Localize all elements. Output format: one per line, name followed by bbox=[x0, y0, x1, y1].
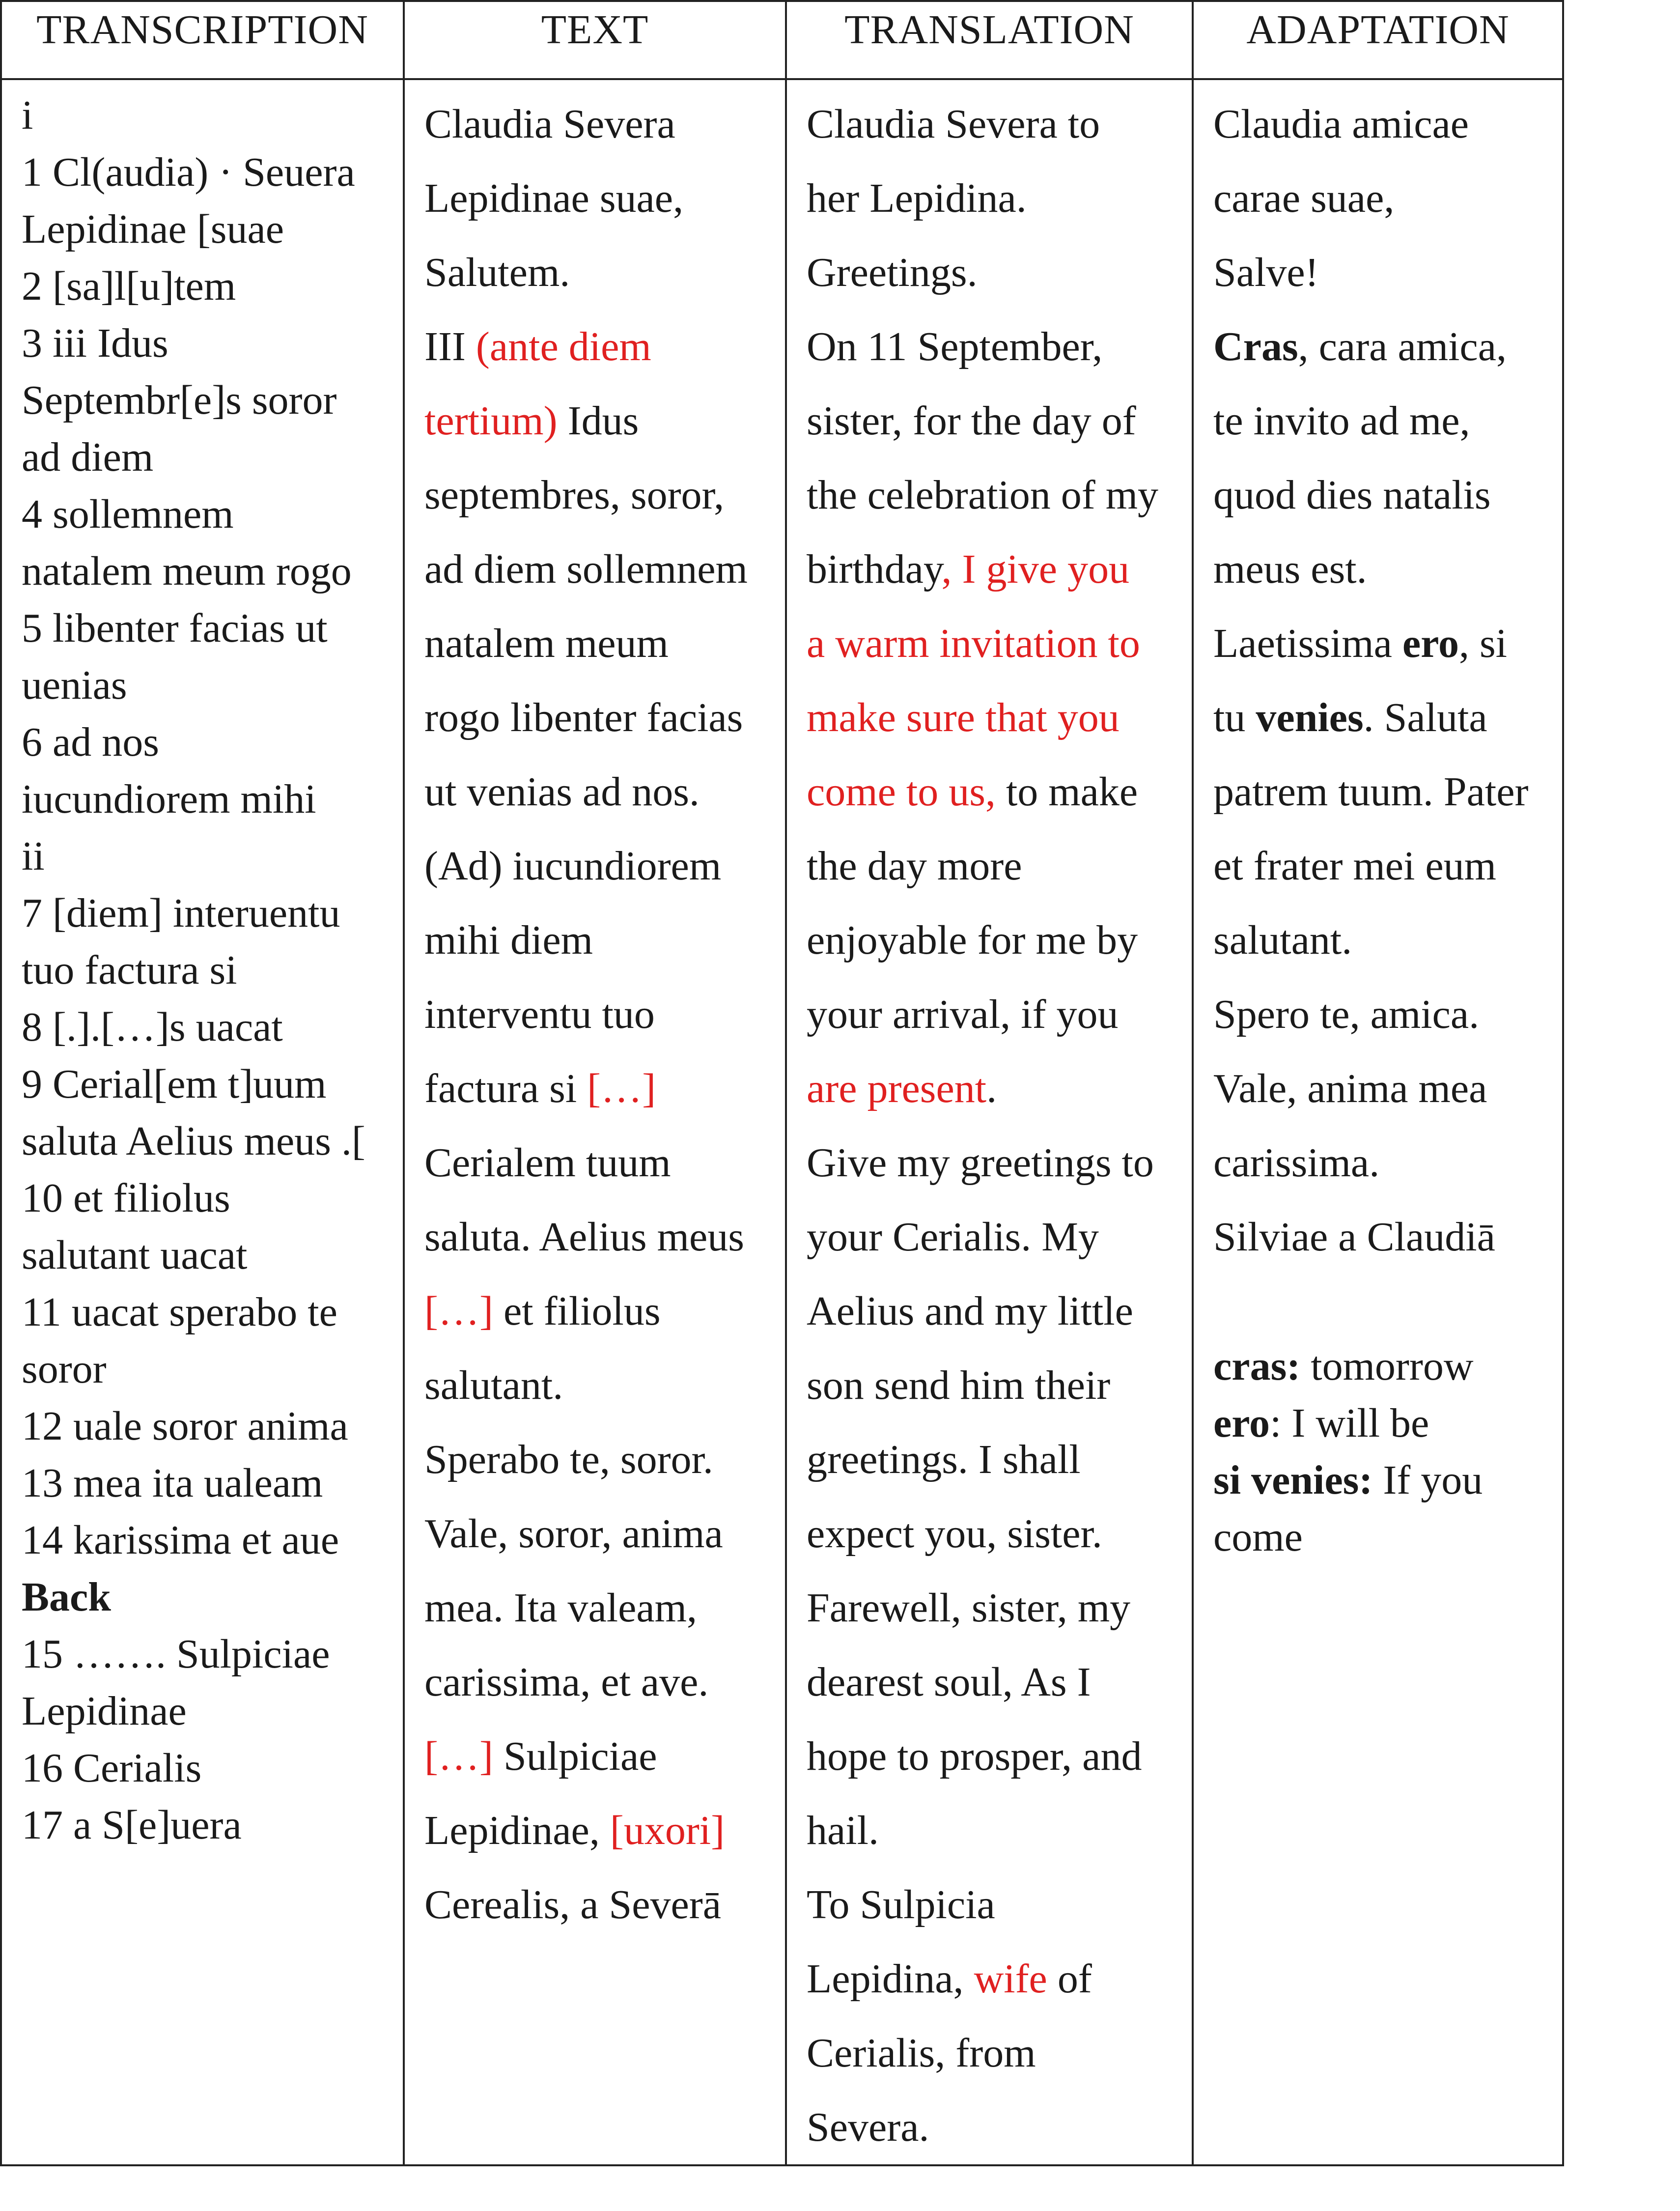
glossary-line bbox=[1213, 1452, 1552, 1509]
translation-segment: son send him their bbox=[807, 1362, 1111, 1408]
text-segment: carissima, et ave. bbox=[424, 1659, 709, 1705]
glossary-segment: cras: bbox=[1213, 1343, 1301, 1389]
adaptation-segment: carae suae, bbox=[1213, 175, 1395, 221]
translation-segment: Farewell, sister, my bbox=[807, 1585, 1131, 1631]
translation-segment: your arrival, if you bbox=[807, 992, 1119, 1037]
adaptation-segment: quod dies natalis bbox=[1213, 472, 1491, 518]
transcription-segment: 15 ……. Sulpiciae bbox=[22, 1631, 330, 1677]
translation-segment: To Sulpicia bbox=[807, 1882, 995, 1928]
text-segment: Lepidinae suae, bbox=[424, 175, 684, 221]
translation-segment: , I give you bbox=[941, 546, 1130, 592]
transcription-segment: salutant uacat bbox=[22, 1232, 248, 1278]
text-segment: III bbox=[424, 324, 476, 369]
transcription-segment: Lepidinae [suae bbox=[22, 206, 284, 252]
transcription-segment: Back bbox=[22, 1574, 112, 1620]
translation-segment: On 11 September, bbox=[807, 324, 1103, 369]
transcription-line bbox=[22, 771, 393, 828]
adaptation-segment: tu bbox=[1213, 695, 1256, 740]
adaptation-segment: salutant. bbox=[1213, 917, 1352, 963]
glossary-segment: If you bbox=[1372, 1457, 1483, 1503]
translation-line bbox=[807, 1645, 1182, 1719]
text-segment: ad diem sollemnem bbox=[424, 546, 748, 592]
translation-segment: Lepidina, bbox=[807, 1956, 974, 2002]
glossary-segment: : I will be bbox=[1270, 1400, 1429, 1446]
transcription-line bbox=[22, 144, 393, 201]
translation-line bbox=[807, 1793, 1182, 1868]
text-segment: Salutem. bbox=[424, 250, 570, 295]
text-line bbox=[424, 1422, 775, 1497]
transcription-line bbox=[22, 1512, 393, 1569]
translation-line bbox=[807, 903, 1182, 977]
adaptation-line bbox=[1213, 1051, 1552, 1126]
transcription-segment: ii bbox=[22, 833, 45, 879]
text-segment: Idus bbox=[557, 398, 639, 444]
text-segment: tertium) bbox=[424, 398, 558, 444]
text-segment: […] bbox=[424, 1288, 493, 1334]
transcription-segment: 6 ad nos bbox=[22, 719, 159, 765]
adaptation-line bbox=[1213, 755, 1552, 829]
translation-line bbox=[807, 829, 1182, 903]
text-segment: Vale, soror, anima bbox=[424, 1511, 723, 1557]
translation-line bbox=[807, 384, 1182, 458]
transcription-line bbox=[22, 429, 393, 486]
glossary-line bbox=[1213, 1338, 1552, 1395]
transcription-segment: 11 uacat sperabo te bbox=[22, 1289, 337, 1335]
glossary-segment: si venies: bbox=[1213, 1457, 1373, 1503]
text-line bbox=[424, 1051, 775, 1126]
text-line bbox=[424, 1645, 775, 1719]
translation-line bbox=[807, 1126, 1182, 1200]
translation-segment: Claudia Severa to bbox=[807, 101, 1100, 147]
adaptation-line bbox=[1213, 458, 1552, 532]
adaptation-line bbox=[1213, 161, 1552, 235]
transcription-segment: uenias bbox=[22, 662, 127, 708]
translation-segment: expect you, sister. bbox=[807, 1511, 1102, 1557]
transcription-line bbox=[22, 600, 393, 657]
transcription-segment: natalem meum rogo bbox=[22, 548, 352, 594]
translation-segment: . bbox=[986, 1066, 997, 1111]
text-segment: (ante diem bbox=[476, 324, 651, 369]
translation-segment: of bbox=[1047, 1956, 1092, 2002]
transcription-line bbox=[22, 1683, 393, 1740]
translation-line bbox=[807, 977, 1182, 1051]
adaptation-line bbox=[1213, 532, 1552, 606]
text-line bbox=[424, 458, 775, 532]
text-line bbox=[424, 903, 775, 977]
text-segment: salutant. bbox=[424, 1362, 563, 1408]
text-segment: ut venias ad nos. bbox=[424, 769, 700, 815]
transcription-segment: 3 iii Idus bbox=[22, 320, 168, 366]
text-line bbox=[424, 1719, 775, 1793]
translation-segment: a warm invitation to bbox=[807, 621, 1140, 666]
translation-line bbox=[807, 1868, 1182, 1942]
transcription-segment: 1 Cl(audia) · Seuera bbox=[22, 149, 355, 195]
glossary-segment: tomorrow bbox=[1300, 1343, 1474, 1389]
translation-segment: her Lepidina. bbox=[807, 175, 1027, 221]
translation-line bbox=[807, 1348, 1182, 1422]
adaptation-line bbox=[1213, 680, 1552, 755]
adaptation-segment: carissima. bbox=[1213, 1140, 1380, 1186]
transcription-segment: 4 sollemnem bbox=[22, 491, 234, 537]
transcription-line bbox=[22, 1797, 393, 1854]
transcription-line bbox=[22, 657, 393, 714]
transcription-segment: 16 Cerialis bbox=[22, 1745, 202, 1791]
transcription-line bbox=[22, 1113, 393, 1170]
adaptation-segment: ero bbox=[1402, 621, 1459, 666]
transcription-line bbox=[22, 543, 393, 600]
translation-line bbox=[807, 1422, 1182, 1497]
translation-line bbox=[807, 532, 1182, 606]
translation-segment: wife bbox=[974, 1956, 1047, 2002]
text-segment: mea. Ita valeam, bbox=[424, 1585, 698, 1631]
transcription-segment: Septembr[e]s soror bbox=[22, 377, 337, 423]
text-segment: […] bbox=[587, 1066, 656, 1111]
translation-line bbox=[807, 1497, 1182, 1571]
glossary-line bbox=[1213, 1395, 1552, 1452]
header-text: TEXT bbox=[404, 1, 786, 79]
header-adaptation: ADAPTATION bbox=[1193, 1, 1563, 79]
text-line bbox=[424, 235, 775, 310]
glossary-segment: ero bbox=[1213, 1400, 1270, 1446]
adaptation-segment: , si bbox=[1458, 621, 1507, 666]
translation-line bbox=[807, 458, 1182, 532]
adaptation-line bbox=[1213, 1126, 1552, 1200]
translation-segment: to make bbox=[995, 769, 1138, 815]
transcription-segment: 17 a S[e]uera bbox=[22, 1802, 242, 1848]
transcription-line bbox=[22, 942, 393, 999]
transcription-segment: 5 libenter facias ut bbox=[22, 605, 328, 651]
text-line bbox=[424, 87, 775, 161]
transcription-segment: 9 Cerial[em t]uum bbox=[22, 1061, 327, 1107]
header-translation: TRANSLATION bbox=[786, 1, 1193, 79]
transcription-line bbox=[22, 1626, 393, 1683]
text-line bbox=[424, 1868, 775, 1942]
text-segment: (Ad) iucundiorem bbox=[424, 843, 722, 889]
text-segment: Claudia Severa bbox=[424, 101, 675, 147]
translation-segment: come to us, bbox=[807, 769, 996, 815]
adaptation-segment: Vale, anima mea bbox=[1213, 1066, 1487, 1111]
adaptation-segment: Claudia amicae bbox=[1213, 101, 1469, 147]
translation-line bbox=[807, 235, 1182, 310]
adaptation-segment: te invito ad me, bbox=[1213, 398, 1470, 444]
translation-line bbox=[807, 1942, 1182, 2016]
translation-segment: greetings. I shall bbox=[807, 1437, 1081, 1482]
transcription-line bbox=[22, 486, 393, 543]
text-segment: […] bbox=[424, 1733, 493, 1779]
text-line bbox=[424, 1200, 775, 1274]
text-line bbox=[424, 680, 775, 755]
transcription-segment: 8 [.].[…]s uacat bbox=[22, 1004, 283, 1050]
transcription-line bbox=[22, 1056, 393, 1113]
transcription-line bbox=[22, 258, 393, 315]
translation-line bbox=[807, 2090, 1182, 2164]
adaptation-segment: Cras bbox=[1213, 324, 1298, 369]
text-segment: Sperabo te, soror. bbox=[424, 1437, 713, 1482]
translation-line bbox=[807, 310, 1182, 384]
adaptation-segment: et frater mei eum bbox=[1213, 843, 1497, 889]
adaptation-line bbox=[1213, 87, 1552, 161]
translation-segment: your Cerialis. My bbox=[807, 1214, 1099, 1260]
header-row bbox=[1, 1, 1563, 79]
translation-line bbox=[807, 87, 1182, 161]
adaptation-line bbox=[1213, 977, 1552, 1051]
text-segment: septembres, soror, bbox=[424, 472, 725, 518]
adaptation-line bbox=[1213, 903, 1552, 977]
transcription-segment: 2 [sa]l[u]tem bbox=[22, 263, 236, 309]
adaptation-segment: meus est. bbox=[1213, 546, 1367, 592]
transcription-segment: i bbox=[22, 92, 33, 138]
translation-line bbox=[807, 1200, 1182, 1274]
text-line bbox=[424, 310, 775, 384]
glossary-line bbox=[1213, 1509, 1552, 1566]
adaptation-cell bbox=[1193, 79, 1563, 2165]
adaptation-line bbox=[1213, 829, 1552, 903]
transcription-line bbox=[22, 828, 393, 885]
transcription-line bbox=[22, 885, 393, 942]
translation-line bbox=[807, 755, 1182, 829]
transcription-line bbox=[22, 1569, 393, 1626]
translation-segment: Aelius and my little bbox=[807, 1288, 1133, 1334]
translation-line bbox=[807, 1719, 1182, 1793]
translation-segment: hope to prosper, and bbox=[807, 1733, 1142, 1779]
translation-line bbox=[807, 1274, 1182, 1348]
translation-segment: Severa. bbox=[807, 2104, 929, 2150]
transcription-line bbox=[22, 372, 393, 429]
adaptation-segment: Silviae a Claudiā bbox=[1213, 1214, 1495, 1260]
translation-line bbox=[807, 1571, 1182, 1645]
translation-segment: Give my greetings to bbox=[807, 1140, 1154, 1186]
adaptation-segment: Salve! bbox=[1213, 250, 1319, 295]
adaptation-line bbox=[1213, 384, 1552, 458]
glossary-segment: come bbox=[1213, 1514, 1303, 1560]
translation-segment: Cerialis, from bbox=[807, 2030, 1036, 2076]
text-line bbox=[424, 1497, 775, 1571]
translation-line bbox=[807, 680, 1182, 755]
translation-segment: sister, for the day of bbox=[807, 398, 1136, 444]
text-line bbox=[424, 1274, 775, 1348]
text-line bbox=[424, 384, 775, 458]
text-line bbox=[424, 1348, 775, 1422]
adaptation-line bbox=[1213, 310, 1552, 384]
adaptation-line bbox=[1213, 235, 1552, 310]
adaptation-segment: Laetissima bbox=[1213, 621, 1402, 666]
translation-line bbox=[807, 2016, 1182, 2090]
translation-cell bbox=[786, 79, 1193, 2165]
transcription-line bbox=[22, 1398, 393, 1455]
translation-segment: the celebration of my bbox=[807, 472, 1159, 518]
transcription-segment: Lepidinae bbox=[22, 1688, 187, 1734]
transcription-segment: 13 mea ita ualeam bbox=[22, 1460, 323, 1506]
adaptation-body bbox=[1213, 87, 1552, 1274]
transcription-line bbox=[22, 714, 393, 771]
text-line bbox=[424, 606, 775, 680]
text-line bbox=[424, 755, 775, 829]
text-line bbox=[424, 1571, 775, 1645]
adaptation-segment: , cara amica, bbox=[1298, 324, 1507, 369]
transcription-line bbox=[22, 999, 393, 1056]
text-line bbox=[424, 977, 775, 1051]
transcription-line bbox=[22, 1227, 393, 1284]
translation-segment: are present bbox=[807, 1066, 987, 1111]
transcription-line bbox=[22, 1341, 393, 1398]
transcription-segment: soror bbox=[22, 1346, 107, 1392]
text-segment: natalem meum bbox=[424, 621, 669, 666]
transcription-line bbox=[22, 1740, 393, 1797]
translation-segment: hail. bbox=[807, 1808, 879, 1853]
text-line bbox=[424, 829, 775, 903]
text-segment: Cerealis, a Severā bbox=[424, 1882, 722, 1928]
translation-line bbox=[807, 161, 1182, 235]
translation-segment: dearest soul, As I bbox=[807, 1659, 1091, 1705]
transcription-segment: saluta Aelius meus .[ bbox=[22, 1118, 365, 1164]
transcription-line bbox=[22, 1170, 393, 1227]
translation-line bbox=[807, 1051, 1182, 1126]
transcription-cell bbox=[1, 79, 404, 2165]
adaptation-segment: patrem tuum. Pater bbox=[1213, 769, 1529, 815]
text-segment: Lepidinae, bbox=[424, 1808, 610, 1853]
adaptation-segment: . Saluta bbox=[1363, 695, 1487, 740]
translation-segment: the day more bbox=[807, 843, 1022, 889]
text-line bbox=[424, 1793, 775, 1868]
transcription-line bbox=[22, 87, 393, 144]
translation-line bbox=[807, 606, 1182, 680]
text-segment: Cerialem tuum bbox=[424, 1140, 671, 1186]
adaptation-line bbox=[1213, 1200, 1552, 1274]
text-line bbox=[424, 532, 775, 606]
text-line bbox=[424, 161, 775, 235]
adaptation-segment: Spero te, amica. bbox=[1213, 992, 1480, 1037]
text-segment: rogo libenter facias bbox=[424, 695, 743, 740]
translation-segment: Greetings. bbox=[807, 250, 978, 295]
text-segment: interventu tuo bbox=[424, 992, 655, 1037]
header-transcription: TRANSCRIPTION bbox=[1, 1, 404, 79]
transcription-segment: tuo factura si bbox=[22, 947, 237, 993]
adaptation-segment: venies bbox=[1256, 695, 1364, 740]
transcription-line bbox=[22, 315, 393, 372]
text-segment: Sulpiciae bbox=[493, 1733, 657, 1779]
text-segment: mihi diem bbox=[424, 917, 593, 963]
translation-segment: make sure that you bbox=[807, 695, 1120, 740]
text-segment: saluta. Aelius meus bbox=[424, 1214, 744, 1260]
transcription-line bbox=[22, 1455, 393, 1512]
translation-segment: enjoyable for me by bbox=[807, 917, 1138, 963]
text-segment: [uxori] bbox=[610, 1808, 725, 1853]
transcription-segment: 10 et filiolus bbox=[22, 1175, 230, 1221]
transcription-segment: 7 [diem] interuentu bbox=[22, 890, 340, 936]
transcription-line bbox=[22, 1284, 393, 1341]
text-segment: factura si bbox=[424, 1066, 588, 1111]
transcription-segment: 14 karissima et aue bbox=[22, 1517, 339, 1563]
transcription-segment: ad diem bbox=[22, 434, 154, 480]
transcription-line bbox=[22, 201, 393, 258]
text-cell bbox=[404, 79, 786, 2165]
glossary bbox=[1213, 1338, 1552, 1566]
transcription-segment: iucundiorem mihi bbox=[22, 776, 316, 822]
text-line bbox=[424, 1126, 775, 1200]
content-row bbox=[1, 79, 1563, 2165]
adaptation-spacer bbox=[1213, 1274, 1552, 1338]
adaptation-line bbox=[1213, 606, 1552, 680]
translation-segment: birthday bbox=[807, 546, 942, 592]
text-segment: et filiolus bbox=[493, 1288, 661, 1334]
transcription-segment: 12 uale soror anima bbox=[22, 1403, 348, 1449]
